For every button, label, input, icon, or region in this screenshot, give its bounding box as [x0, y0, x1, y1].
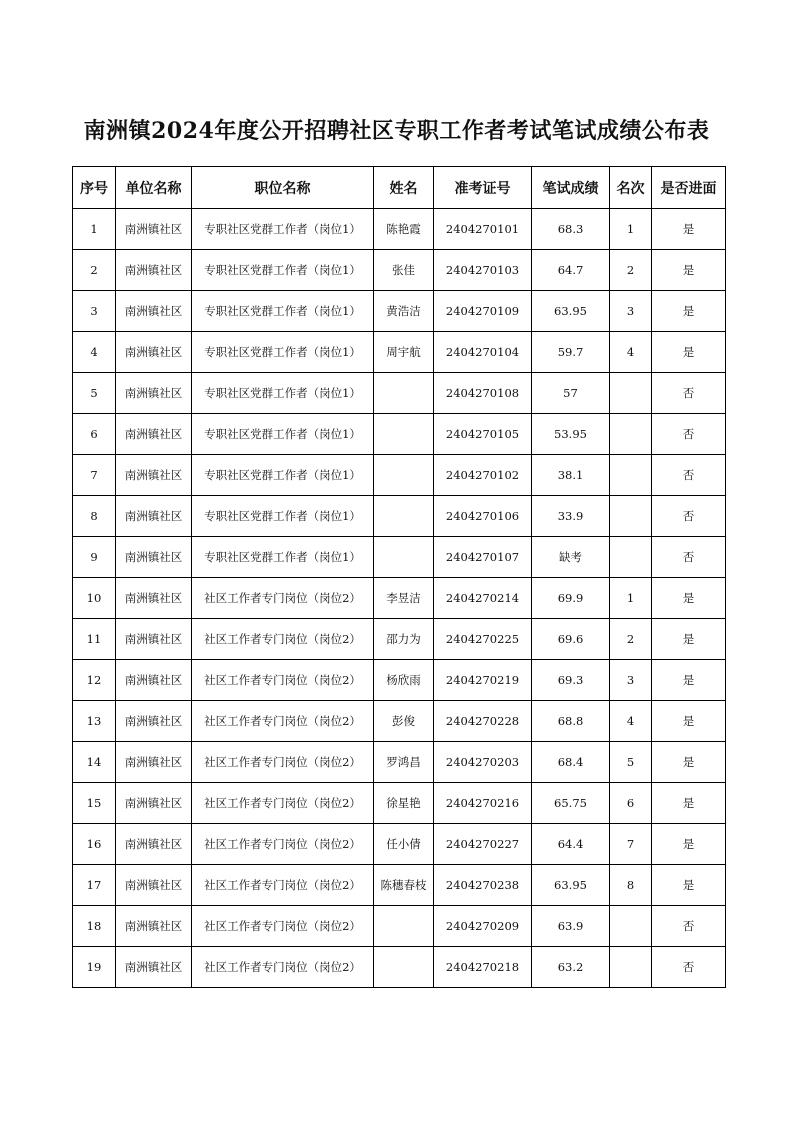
- cell-position: 社区工作者专门岗位（岗位2）: [192, 742, 374, 783]
- cell-ticket: 2404270109: [434, 291, 532, 332]
- cell-name: 邵力为: [374, 619, 434, 660]
- cell-score: 68.3: [532, 209, 610, 250]
- cell-score: 63.95: [532, 291, 610, 332]
- cell-ticket: 2404270106: [434, 496, 532, 537]
- header-rank: 名次: [610, 167, 652, 209]
- cell-name: 杨欣雨: [374, 660, 434, 701]
- cell-name: 陈穗春枝: [374, 865, 434, 906]
- cell-interview: 否: [652, 947, 726, 988]
- cell-seq: 15: [73, 783, 116, 824]
- cell-seq: 18: [73, 906, 116, 947]
- cell-position: 社区工作者专门岗位（岗位2）: [192, 824, 374, 865]
- cell-ticket: 2404270228: [434, 701, 532, 742]
- cell-seq: 17: [73, 865, 116, 906]
- table-row: [73, 865, 726, 906]
- table-row: [73, 824, 726, 865]
- header-unit: 单位名称: [116, 167, 192, 209]
- cell-seq: 9: [73, 537, 116, 578]
- cell-interview: 是: [652, 824, 726, 865]
- cell-position: 专职社区党群工作者（岗位1）: [192, 332, 374, 373]
- table-row: [73, 455, 726, 496]
- cell-rank: 4: [610, 701, 652, 742]
- cell-interview: 是: [652, 701, 726, 742]
- cell-seq: 16: [73, 824, 116, 865]
- cell-rank: 1: [610, 209, 652, 250]
- cell-seq: 11: [73, 619, 116, 660]
- cell-name: 张佳: [374, 250, 434, 291]
- cell-score: 57: [532, 373, 610, 414]
- cell-ticket: 2404270108: [434, 373, 532, 414]
- cell-name: [374, 496, 434, 537]
- cell-position: 专职社区党群工作者（岗位1）: [192, 250, 374, 291]
- cell-unit: 南洲镇社区: [116, 496, 192, 537]
- cell-name: 陈艳霞: [374, 209, 434, 250]
- table-row: [73, 660, 726, 701]
- cell-rank: 3: [610, 660, 652, 701]
- cell-rank: 7: [610, 824, 652, 865]
- cell-rank: [610, 414, 652, 455]
- cell-interview: 是: [652, 291, 726, 332]
- cell-unit: 南洲镇社区: [116, 742, 192, 783]
- cell-position: 社区工作者专门岗位（岗位2）: [192, 660, 374, 701]
- cell-name: 李昱洁: [374, 578, 434, 619]
- cell-score: 53.95: [532, 414, 610, 455]
- cell-interview: 是: [652, 783, 726, 824]
- cell-unit: 南洲镇社区: [116, 455, 192, 496]
- cell-seq: 10: [73, 578, 116, 619]
- cell-rank: 2: [610, 250, 652, 291]
- table-row: [73, 578, 726, 619]
- cell-unit: 南洲镇社区: [116, 537, 192, 578]
- cell-name: [374, 906, 434, 947]
- cell-name: 任小倩: [374, 824, 434, 865]
- table-row: [73, 537, 726, 578]
- table-row: [73, 783, 726, 824]
- table-row: [73, 414, 726, 455]
- cell-name: [374, 455, 434, 496]
- cell-name: 周宇航: [374, 332, 434, 373]
- results-table: [72, 166, 726, 988]
- cell-score: 69.3: [532, 660, 610, 701]
- table-row: [73, 250, 726, 291]
- cell-seq: 1: [73, 209, 116, 250]
- table-row: [73, 496, 726, 537]
- header-seq: 序号: [73, 167, 116, 209]
- cell-unit: 南洲镇社区: [116, 619, 192, 660]
- cell-position: 专职社区党群工作者（岗位1）: [192, 496, 374, 537]
- cell-ticket: 2404270227: [434, 824, 532, 865]
- cell-interview: 否: [652, 414, 726, 455]
- cell-ticket: 2404270105: [434, 414, 532, 455]
- cell-ticket: 2404270103: [434, 250, 532, 291]
- cell-position: 专职社区党群工作者（岗位1）: [192, 537, 374, 578]
- cell-seq: 7: [73, 455, 116, 496]
- cell-unit: 南洲镇社区: [116, 291, 192, 332]
- cell-score: 缺考: [532, 537, 610, 578]
- cell-interview: 是: [652, 578, 726, 619]
- table-row: [73, 291, 726, 332]
- table-row: [73, 701, 726, 742]
- cell-unit: 南洲镇社区: [116, 701, 192, 742]
- cell-interview: 是: [652, 742, 726, 783]
- cell-unit: 南洲镇社区: [116, 250, 192, 291]
- cell-name: 徐星艳: [374, 783, 434, 824]
- cell-ticket: 2404270216: [434, 783, 532, 824]
- cell-ticket: 2404270238: [434, 865, 532, 906]
- cell-name: [374, 414, 434, 455]
- cell-seq: 2: [73, 250, 116, 291]
- cell-seq: 13: [73, 701, 116, 742]
- header-score: 笔试成绩: [532, 167, 610, 209]
- cell-position: 专职社区党群工作者（岗位1）: [192, 455, 374, 496]
- cell-rank: [610, 947, 652, 988]
- cell-score: 59.7: [532, 332, 610, 373]
- cell-position: 社区工作者专门岗位（岗位2）: [192, 906, 374, 947]
- cell-unit: 南洲镇社区: [116, 578, 192, 619]
- cell-score: 63.95: [532, 865, 610, 906]
- cell-rank: [610, 496, 652, 537]
- cell-rank: [610, 455, 652, 496]
- cell-unit: 南洲镇社区: [116, 209, 192, 250]
- cell-position: 专职社区党群工作者（岗位1）: [192, 209, 374, 250]
- cell-interview: 是: [652, 865, 726, 906]
- cell-unit: 南洲镇社区: [116, 783, 192, 824]
- cell-name: 罗鸿昌: [374, 742, 434, 783]
- cell-score: 63.9: [532, 906, 610, 947]
- cell-name: 黄浩洁: [374, 291, 434, 332]
- cell-position: 专职社区党群工作者（岗位1）: [192, 414, 374, 455]
- table-body: [73, 209, 726, 988]
- cell-position: 社区工作者专门岗位（岗位2）: [192, 578, 374, 619]
- cell-rank: 8: [610, 865, 652, 906]
- cell-score: 64.7: [532, 250, 610, 291]
- cell-ticket: 2404270107: [434, 537, 532, 578]
- cell-position: 专职社区党群工作者（岗位1）: [192, 291, 374, 332]
- table-row: [73, 619, 726, 660]
- cell-score: 69.9: [532, 578, 610, 619]
- cell-seq: 4: [73, 332, 116, 373]
- cell-ticket: 2404270214: [434, 578, 532, 619]
- table-header-row: [73, 167, 726, 209]
- cell-interview: 是: [652, 660, 726, 701]
- cell-name: [374, 947, 434, 988]
- cell-unit: 南洲镇社区: [116, 373, 192, 414]
- cell-seq: 8: [73, 496, 116, 537]
- cell-interview: 是: [652, 209, 726, 250]
- table-row: [73, 742, 726, 783]
- cell-ticket: 2404270104: [434, 332, 532, 373]
- cell-unit: 南洲镇社区: [116, 865, 192, 906]
- cell-ticket: 2404270218: [434, 947, 532, 988]
- cell-position: 社区工作者专门岗位（岗位2）: [192, 783, 374, 824]
- cell-name: [374, 373, 434, 414]
- cell-ticket: 2404270101: [434, 209, 532, 250]
- cell-interview: 否: [652, 537, 726, 578]
- cell-rank: 2: [610, 619, 652, 660]
- cell-rank: 3: [610, 291, 652, 332]
- cell-seq: 12: [73, 660, 116, 701]
- cell-unit: 南洲镇社区: [116, 906, 192, 947]
- cell-position: 社区工作者专门岗位（岗位2）: [192, 865, 374, 906]
- table-row: [73, 332, 726, 373]
- header-position: 职位名称: [192, 167, 374, 209]
- cell-rank: 6: [610, 783, 652, 824]
- cell-interview: 否: [652, 906, 726, 947]
- cell-unit: 南洲镇社区: [116, 824, 192, 865]
- table-row: [73, 906, 726, 947]
- cell-position: 社区工作者专门岗位（岗位2）: [192, 619, 374, 660]
- cell-rank: 4: [610, 332, 652, 373]
- cell-score: 33.9: [532, 496, 610, 537]
- cell-seq: 14: [73, 742, 116, 783]
- cell-score: 69.6: [532, 619, 610, 660]
- cell-score: 68.8: [532, 701, 610, 742]
- cell-rank: [610, 537, 652, 578]
- header-ticket: 准考证号: [434, 167, 532, 209]
- cell-score: 68.4: [532, 742, 610, 783]
- cell-ticket: 2404270219: [434, 660, 532, 701]
- table-row: [73, 373, 726, 414]
- cell-position: 专职社区党群工作者（岗位1）: [192, 373, 374, 414]
- cell-seq: 3: [73, 291, 116, 332]
- cell-interview: 是: [652, 250, 726, 291]
- header-interview: 是否进面: [652, 167, 726, 209]
- cell-ticket: 2404270225: [434, 619, 532, 660]
- cell-score: 65.75: [532, 783, 610, 824]
- cell-interview: 否: [652, 455, 726, 496]
- cell-position: 社区工作者专门岗位（岗位2）: [192, 701, 374, 742]
- cell-ticket: 2404270102: [434, 455, 532, 496]
- cell-name: 彭俊: [374, 701, 434, 742]
- cell-rank: 5: [610, 742, 652, 783]
- cell-ticket: 2404270203: [434, 742, 532, 783]
- cell-rank: [610, 906, 652, 947]
- cell-rank: 1: [610, 578, 652, 619]
- cell-unit: 南洲镇社区: [116, 947, 192, 988]
- cell-score: 63.2: [532, 947, 610, 988]
- page-title: 南洲镇2024年度公开招聘社区专职工作者考试笔试成绩公布表: [83, 118, 710, 144]
- cell-seq: 5: [73, 373, 116, 414]
- table-row: [73, 209, 726, 250]
- cell-seq: 6: [73, 414, 116, 455]
- cell-rank: [610, 373, 652, 414]
- cell-seq: 19: [73, 947, 116, 988]
- cell-unit: 南洲镇社区: [116, 660, 192, 701]
- cell-interview: 否: [652, 373, 726, 414]
- cell-unit: 南洲镇社区: [116, 332, 192, 373]
- header-name: 姓名: [374, 167, 434, 209]
- cell-unit: 南洲镇社区: [116, 414, 192, 455]
- cell-ticket: 2404270209: [434, 906, 532, 947]
- cell-interview: 否: [652, 496, 726, 537]
- cell-interview: 是: [652, 619, 726, 660]
- cell-interview: 是: [652, 332, 726, 373]
- cell-name: [374, 537, 434, 578]
- cell-score: 38.1: [532, 455, 610, 496]
- cell-position: 社区工作者专门岗位（岗位2）: [192, 947, 374, 988]
- table-row: [73, 947, 726, 988]
- cell-score: 64.4: [532, 824, 610, 865]
